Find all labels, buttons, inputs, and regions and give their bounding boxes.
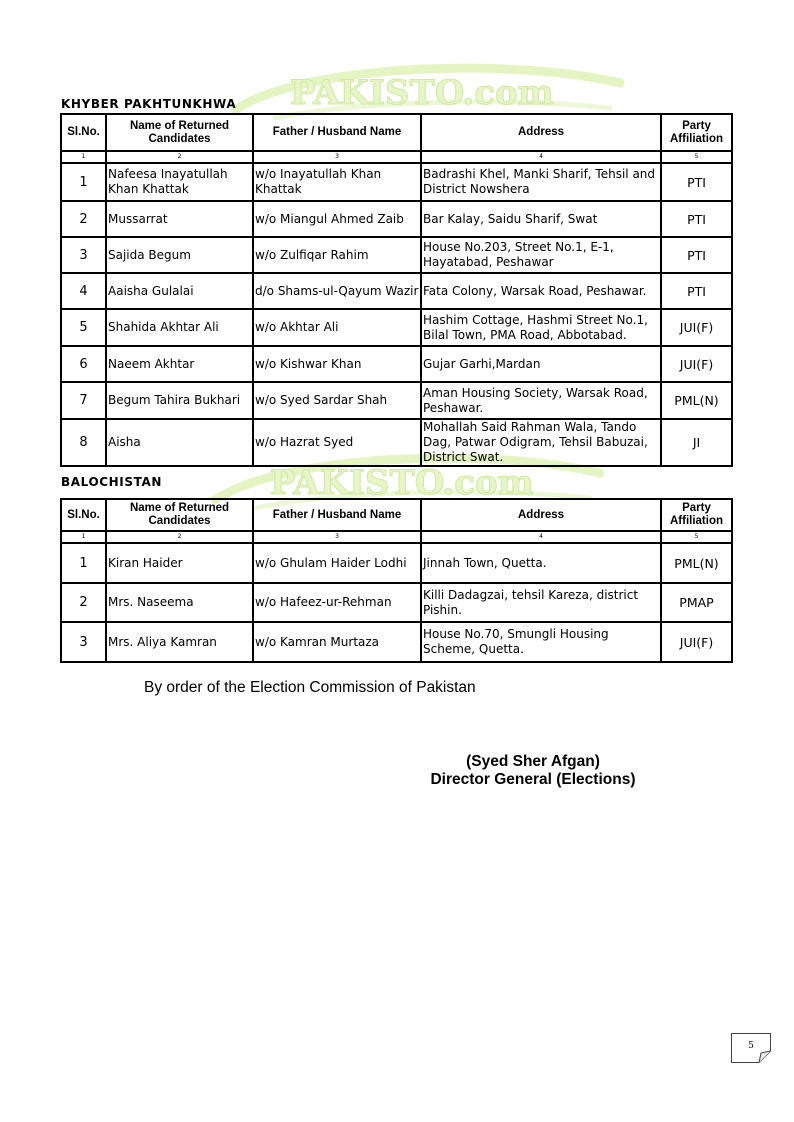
cell-party: JUI(F) <box>661 346 732 382</box>
cell-sl: 3 <box>61 237 106 273</box>
table-row <box>61 583 732 622</box>
table-row <box>61 543 732 583</box>
col-number: 5 <box>661 151 732 163</box>
cell-father-name: d/o Shams-ul-Qayum Wazir <box>253 273 421 309</box>
col-number: 4 <box>421 531 661 543</box>
col-header-party: Party Affiliation <box>661 114 732 151</box>
cell-address: Gujar Garhi,Mardan <box>421 346 661 382</box>
cell-sl: 1 <box>61 543 106 583</box>
table-row <box>61 346 732 382</box>
cell-candidate-name: Shahida Akhtar Ali <box>106 309 253 346</box>
col-header-name: Name of Returned Candidates <box>106 114 253 151</box>
cell-candidate-name: Aisha <box>106 419 253 466</box>
cell-father-name: w/o Hafeez-ur-Rehman <box>253 583 421 622</box>
cell-father-name: w/o Akhtar Ali <box>253 309 421 346</box>
cell-sl: 2 <box>61 201 106 237</box>
cell-party: PTI <box>661 273 732 309</box>
cell-father-name: w/o Ghulam Haider Lodhi <box>253 543 421 583</box>
cell-sl: 4 <box>61 273 106 309</box>
table-row <box>61 273 732 309</box>
cell-sl: 3 <box>61 622 106 662</box>
table-row <box>61 419 732 466</box>
cell-party: PMAP <box>661 583 732 622</box>
order-statement: By order of the Election Commission of Pakistan <box>144 679 476 696</box>
balochistan-results-table <box>60 498 733 663</box>
cell-sl: 7 <box>61 382 106 419</box>
table-header-row <box>61 114 732 151</box>
cell-sl: 2 <box>61 583 106 622</box>
col-header-address: Address <box>421 499 661 531</box>
cell-father-name: w/o Kishwar Khan <box>253 346 421 382</box>
svg-text:PAKISTO.com: PAKISTO.com <box>270 463 534 503</box>
cell-candidate-name: Begum Tahira Bukhari <box>106 382 253 419</box>
cell-party: PTI <box>661 163 732 201</box>
cell-candidate-name: Sajida Begum <box>106 237 253 273</box>
page-number: 5 <box>748 1041 754 1051</box>
col-number: 2 <box>106 151 253 163</box>
svg-text:PAKISTO.com: PAKISTO.com <box>290 73 554 113</box>
col-number: 4 <box>421 151 661 163</box>
cell-father-name: w/o Inayatullah Khan Khattak <box>253 163 421 201</box>
table-row <box>61 163 732 201</box>
cell-father-name: w/o Zulfiqar Rahim <box>253 237 421 273</box>
table-header-row <box>61 499 732 531</box>
section-title-kp: KHYBER PAKHTUNKHWA <box>61 97 237 111</box>
signatory-title: Director General (Elections) <box>430 771 636 788</box>
column-number-row <box>61 151 732 163</box>
col-header-father: Father / Husband Name <box>253 114 421 151</box>
col-header-sl: Sl.No. <box>61 114 106 151</box>
cell-sl: 6 <box>61 346 106 382</box>
cell-party: JI <box>661 419 732 466</box>
signatory-name: (Syed Sher Afgan) <box>466 753 600 770</box>
cell-address: Jinnah Town, Quetta. <box>421 543 661 583</box>
cell-candidate-name: Mrs. Aliya Kamran <box>106 622 253 662</box>
cell-candidate-name: Aaisha Gulalai <box>106 273 253 309</box>
cell-address: Fata Colony, Warsak Road, Peshawar. <box>421 273 661 309</box>
cell-address: Mohallah Said Rahman Wala, Tando Dag, Patwar Odigram, Tehsil Babuzai, District Swat. <box>421 419 661 466</box>
cell-address: Bar Kalay, Saidu Sharif, Swat <box>421 201 661 237</box>
cell-address: House No.203, Street No.1, E-1, Hayatabad, Peshawar <box>421 237 661 273</box>
table-row <box>61 622 732 662</box>
page-number-box <box>731 1033 771 1063</box>
table-row <box>61 309 732 346</box>
section-title-balochistan: BALOCHISTAN <box>61 475 162 489</box>
cell-sl: 1 <box>61 163 106 201</box>
cell-address: Hashim Cottage, Hashmi Street No.1, Bilal Town, PMA Road, Abbotabad. <box>421 309 661 346</box>
table-row <box>61 237 732 273</box>
cell-candidate-name: Mrs. Naseema <box>106 583 253 622</box>
col-number: 1 <box>61 531 106 543</box>
cell-address: Aman Housing Society, Warsak Road, Peshawar. <box>421 382 661 419</box>
col-header-party: Party Affiliation <box>661 499 732 531</box>
cell-party: JUI(F) <box>661 309 732 346</box>
cell-father-name: w/o Miangul Ahmed Zaib <box>253 201 421 237</box>
cell-candidate-name: Mussarrat <box>106 201 253 237</box>
cell-address: Killi Dadagzai, tehsil Kareza, district Pishin. <box>421 583 661 622</box>
column-number-row <box>61 531 732 543</box>
col-number: 3 <box>253 151 421 163</box>
cell-father-name: w/o Hazrat Syed <box>253 419 421 466</box>
cell-sl: 5 <box>61 309 106 346</box>
cell-father-name: w/o Syed Sardar Shah <box>253 382 421 419</box>
col-number: 5 <box>661 531 732 543</box>
kp-results-table <box>60 113 733 467</box>
cell-party: PTI <box>661 201 732 237</box>
cell-sl: 8 <box>61 419 106 466</box>
col-header-name: Name of Returned Candidates <box>106 499 253 531</box>
cell-party: JUI(F) <box>661 622 732 662</box>
col-number: 2 <box>106 531 253 543</box>
cell-candidate-name: Nafeesa Inayatullah Khan Khattak <box>106 163 253 201</box>
col-number: 3 <box>253 531 421 543</box>
cell-party: PML(N) <box>661 543 732 583</box>
cell-party: PML(N) <box>661 382 732 419</box>
cell-father-name: w/o Kamran Murtaza <box>253 622 421 662</box>
col-number: 1 <box>61 151 106 163</box>
col-header-sl: Sl.No. <box>61 499 106 531</box>
cell-party: PTI <box>661 237 732 273</box>
col-header-address: Address <box>421 114 661 151</box>
cell-address: Badrashi Khel, Manki Sharif, Tehsil and District Nowshera <box>421 163 661 201</box>
cell-candidate-name: Naeem Akhtar <box>106 346 253 382</box>
cell-candidate-name: Kiran Haider <box>106 543 253 583</box>
col-header-father: Father / Husband Name <box>253 499 421 531</box>
table-row <box>61 382 732 419</box>
table-row <box>61 201 732 237</box>
cell-address: House No.70, Smungli Housing Scheme, Quetta. <box>421 622 661 662</box>
